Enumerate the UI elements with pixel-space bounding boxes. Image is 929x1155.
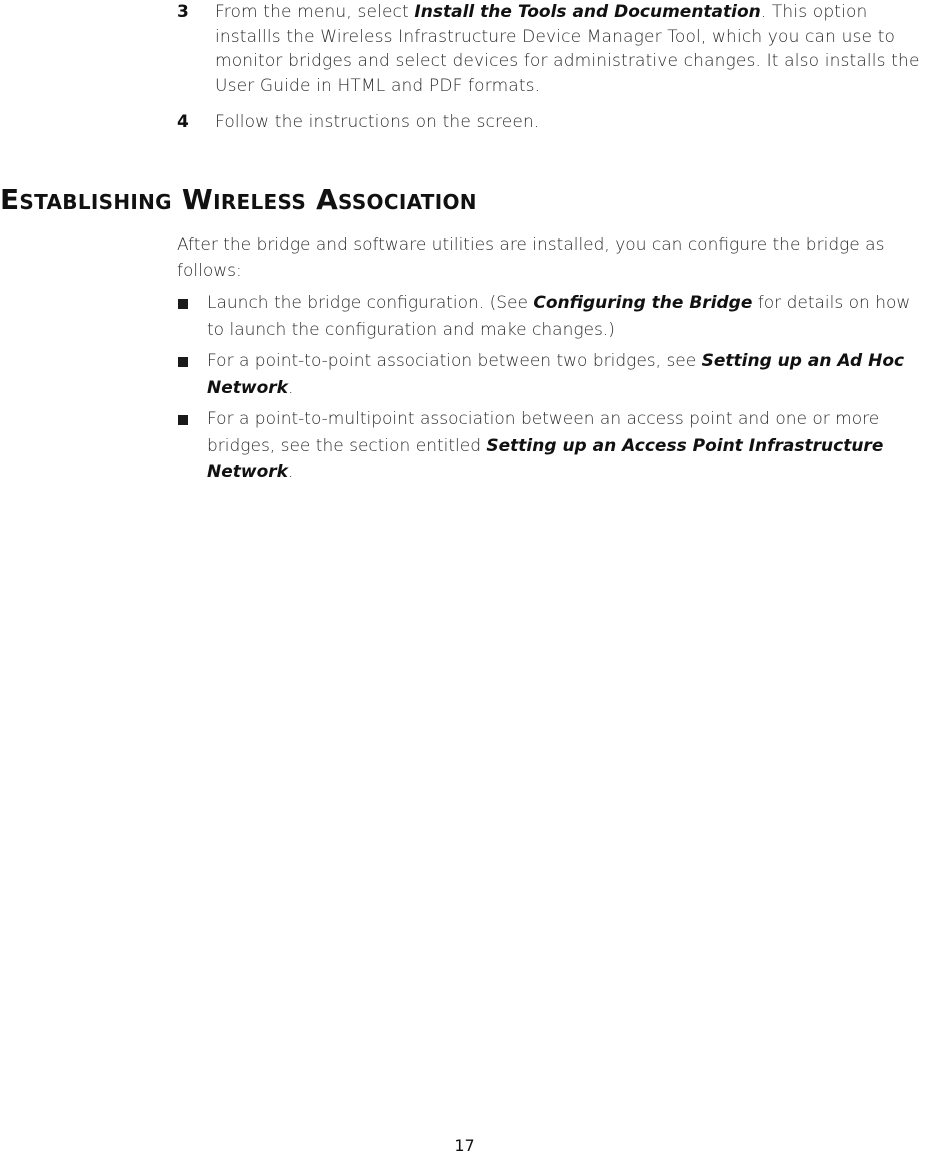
bullet-text: For a point-to-point association between two bridges, see xyxy=(207,351,702,371)
ad-hoc-network-reference: Setting up an Ad Hoc Network xyxy=(207,351,905,398)
bullet-list xyxy=(177,290,929,486)
list-item xyxy=(177,406,929,486)
bullet-text: for details on how to launch the configuration and make changes.) xyxy=(207,293,911,340)
install-tools-reference: Install the Tools and Documentation xyxy=(414,2,761,22)
square-bullet-icon xyxy=(178,415,188,425)
step-text: . This option installls the Wireless Infrastructure Device Manager Tool, which you can use to monitor bridges and select devices for administrative changes. It also installs the User Guide in HTML and PDF formats. xyxy=(215,2,920,96)
bullet-text: For a point-to-multipoint association between an access point and one or more bridges, see the section entitled xyxy=(207,409,880,456)
section-intro: After the bridge and software utilities are installed, you can configure the bridge as follows: xyxy=(177,235,885,281)
bullet-text: Launch the bridge configuration. (See xyxy=(207,293,534,313)
list-item xyxy=(177,290,929,343)
step-number: 4 xyxy=(177,112,189,132)
step-item xyxy=(177,0,922,98)
step-item xyxy=(177,110,922,135)
step-number: 3 xyxy=(177,2,189,22)
bullet-text: . xyxy=(287,462,294,482)
numbered-steps xyxy=(177,0,922,135)
section-heading: Establishing Wireless Association xyxy=(0,183,477,216)
configuring-bridge-reference: Configuring the Bridge xyxy=(533,293,753,313)
list-item xyxy=(177,348,929,401)
access-point-infrastructure-reference: Setting up an Access Point Infrastructure Network xyxy=(207,435,884,482)
square-bullet-icon xyxy=(178,299,188,309)
step-text: Follow the instructions on the screen. xyxy=(215,112,540,132)
page-number: 17 xyxy=(454,1136,475,1155)
square-bullet-icon xyxy=(178,357,188,367)
bullet-text: . xyxy=(287,377,294,398)
step-text: From the menu, select xyxy=(215,2,415,22)
